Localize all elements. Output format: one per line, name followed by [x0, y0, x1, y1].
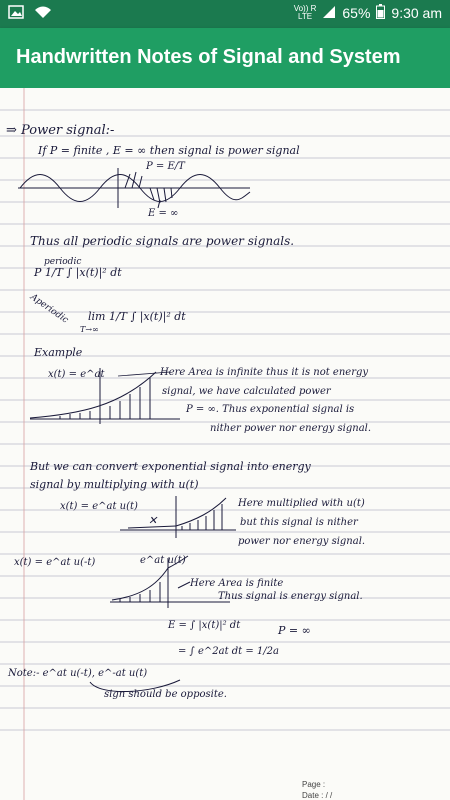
note-line: periodic — [44, 257, 82, 267]
network-type: Vo)) R LTE — [293, 4, 317, 21]
page-footer-date: Date : / / — [302, 791, 333, 800]
note-line: ⇒ Power signal:- — [6, 123, 115, 138]
note-line: Example — [34, 346, 83, 359]
note-line: x(t) = e^at u(-t) — [14, 557, 96, 568]
status-bar — [0, 0, 450, 28]
app-bar — [0, 28, 450, 88]
note-line: E = ∞ — [148, 208, 179, 219]
note-line: power nor energy signal. — [238, 536, 366, 547]
clock: 9:30 am — [391, 5, 442, 21]
note-line: Here Area is finite — [190, 578, 284, 589]
battery-icon — [376, 4, 385, 22]
notebook-page — [0, 88, 450, 800]
wifi-icon — [34, 5, 52, 24]
app-title: Handwritten Notes of Signal and System — [16, 46, 401, 68]
note-line: Thus all periodic signals are power signals. — [30, 234, 295, 248]
note-line: E = ∫ |x(t)|² dt — [168, 620, 241, 631]
note-line: sign should be opposite. — [104, 689, 227, 700]
note-line: If P = finite , E = ∞ then signal is power signal — [38, 144, 300, 157]
note-line: Here Area is infinite thus it is not energy — [160, 367, 369, 378]
note-line: but this signal is nither — [240, 517, 358, 528]
image-icon — [8, 5, 24, 24]
note-line: Note:- e^at u(-t), e^-at u(t) — [8, 668, 148, 679]
note-line: Aperiodic — [28, 292, 70, 326]
note-line: Thus signal is energy signal. — [218, 591, 363, 602]
note-line: T→∞ — [80, 325, 99, 334]
note-line: signal by multiplying with u(t) — [30, 478, 199, 491]
notes-page-image[interactable] — [0, 88, 450, 800]
note-line: signal, we have calculated power — [162, 386, 331, 397]
note-line: Here multiplied with u(t) — [238, 498, 365, 509]
note-line: e^at u(t) — [140, 555, 186, 566]
note-line: = ∫ e^2at dt = 1/2a — [178, 646, 279, 657]
svg-text:✕: ✕ — [148, 514, 158, 527]
note-line: x(t) = e^at u(t) — [60, 501, 138, 512]
note-line: P = ∞. Thus exponential signal is — [186, 404, 355, 415]
note-line: But we can convert exponential signal into energy — [30, 460, 311, 473]
note-line: P = ∞ — [278, 624, 311, 637]
note-line: P 1/T ∫ |x(t)|² dt — [34, 266, 122, 279]
note-line: nither power nor energy signal. — [210, 423, 372, 434]
battery-percent: 65% — [342, 5, 371, 21]
page-footer-page: Page : — [302, 780, 326, 789]
note-line: x(t) = e^at — [48, 369, 105, 380]
note-line: P = E/T — [146, 161, 185, 172]
note-line: lim 1/T ∫ |x(t)|² dt — [88, 310, 186, 323]
signal-icon — [322, 5, 336, 22]
